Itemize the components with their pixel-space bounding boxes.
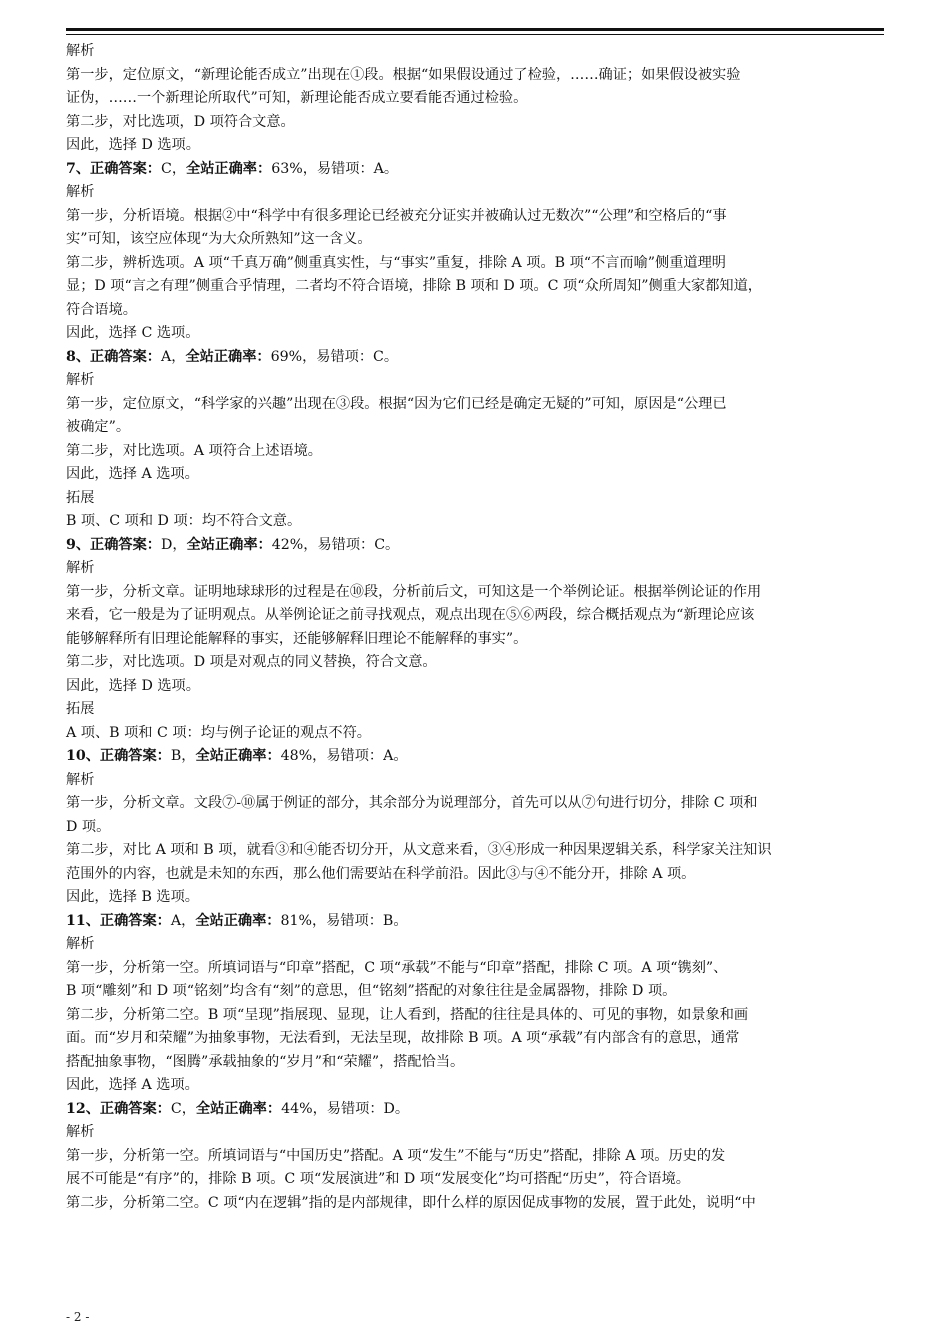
header-rule-thin: [66, 34, 884, 35]
text-line: B 项“雕刻”和 D 项“铭刻”均含有“刻”的意思，但“铭刻”搭配的对象往往是金属器物，排除 D 项。: [66, 983, 677, 999]
text-line: 来看，它一般是为了证明观点。从举例论证之前寻找观点，观点出现在⑤⑥两段，综合概括观点为“新理论应该: [66, 607, 755, 623]
text-line: 显；D 项“言之有理”侧重合乎情理，二者均不符合语境，排除 B 项和 D 项。C 项“众所周知”侧重大家都知道，: [66, 278, 762, 294]
text-line: 第一步，分析第一空。所填词语与“中国历史”搭配。A 项“发生”不能与“历史”搭配，排除 A 项。历史的发: [66, 1147, 726, 1164]
text-line: 解析: [66, 771, 95, 788]
answer-a: D，: [161, 536, 187, 553]
text-line: 第二步，辨析选项。A 项“千真万确”侧重真实性，与“事实”重复，排除 A 项。B 项“不言而喻”侧重道理明: [66, 254, 726, 271]
text-line: 因此，选择 A 选项。: [66, 466, 199, 482]
answer-a: B，: [170, 748, 196, 764]
text-line: 解析: [66, 43, 95, 59]
answer-header: [66, 745, 884, 769]
header-rule-thick: [66, 28, 884, 31]
text-line: 因此，选择 D 选项。: [66, 137, 200, 153]
answer-r-label: 全站正确率：: [195, 1100, 282, 1117]
text-line: 解析: [66, 184, 95, 200]
text-line: B 项、C 项和 D 项：均不符合文意。: [66, 513, 302, 529]
text-line: 第二步，分析第二空。C 项“内在逻辑”指的是内部规律，即什么样的原因促成事物的发展，置于此处，说明“中: [66, 1194, 756, 1211]
answer-header: [66, 1098, 884, 1122]
document-body: [66, 40, 884, 1215]
text-line: 因此，选择 C 选项。: [66, 325, 200, 341]
text-line: 搭配抽象事物，“图腾”承载抽象的“岁月”和“荣耀”，搭配恰当。: [66, 1053, 465, 1070]
answer-r-label: 全站正确率：: [195, 748, 281, 764]
text-line: A 项、B 项和 C 项：均与例子论证的观点不符。: [66, 724, 371, 741]
text-line: 实”可知，该空应体现“为大众所熟知”这一含义。: [66, 231, 372, 247]
text-line: 第二步，对比选项。D 项是对观点的同义替换，符合文意。: [66, 654, 437, 670]
text-line: 第二步，对比选项，D 项符合文意。: [66, 113, 295, 130]
answer-r: 44%，易错项：D。: [281, 1100, 410, 1117]
text-line: 能够解释所有旧理论能解释的事实，还能够解释旧理论不能解释的事实”。: [66, 630, 528, 647]
answer-n: 8、正确答案：: [66, 348, 161, 365]
text-line: 第二步，分析第二空。B 项“呈现”指展现、显现，让人看到，搭配的往往是具体的、可见的事物，如景象和画: [66, 1006, 749, 1023]
answer-r-label: 全站正确率：: [186, 536, 272, 553]
text-line: 第一步，定位原文，“新理论能否成立”出现在①段。根据“如果假设通过了检验，……确证；如果假设被实验: [66, 66, 741, 83]
answer-a: A，: [170, 912, 196, 929]
answer-r-label: 全站正确率：: [186, 160, 272, 177]
text-line: 因此，选择 B 选项。: [66, 889, 199, 905]
text-line: 第一步，分析语境。根据②中“科学中有很多理论已经被充分证实并被确认过无数次”“公理”和空格后的“事: [66, 207, 727, 224]
text-line: 面。而“岁月和荣耀”为抽象事物，无法看到，无法呈现，故排除 B 项。A 项“承载”有内部含有的意思，通常: [66, 1030, 740, 1046]
answer-header: [66, 910, 884, 934]
text-line: 拓展: [66, 489, 95, 506]
text-line: 解析: [66, 372, 95, 388]
text-line: 因此，选择 A 选项。: [66, 1077, 199, 1093]
text-line: 符合语境。: [66, 301, 137, 318]
answer-r: 63%，易错项：A。: [271, 160, 399, 177]
answer-r: 42%，易错项：C。: [271, 536, 400, 553]
page-number: - 2 -: [66, 1310, 90, 1324]
text-line: D 项。: [66, 818, 111, 835]
answer-n: 11、正确答案：: [66, 912, 171, 929]
answer-header: [66, 534, 884, 558]
text-line: 展不可能是“有序”的，排除 B 项。C 项“发展演进”和 D 项“发展变化”均可搭配“历史”，符合语境。: [66, 1171, 690, 1187]
text-line: 被确定”。: [66, 419, 131, 435]
answer-a: C，: [161, 160, 187, 177]
answer-a: C，: [170, 1100, 196, 1117]
answer-r-label: 全站正确率：: [185, 348, 271, 365]
text-line: 范围外的内容，也就是未知的东西，那么他们需要站在科学前沿。因此③与④不能分开，排除 A 项。: [66, 865, 696, 882]
answer-n: 10、正确答案：: [66, 748, 171, 764]
answer-n: 12、正确答案：: [66, 1100, 171, 1117]
text-line: 拓展: [66, 701, 95, 717]
answer-header: [66, 158, 884, 182]
text-line: 解析: [66, 1124, 95, 1140]
answer-header: [66, 346, 884, 370]
text-line: 第二步，对比 A 项和 B 项，就看③和④能否切分开，从文意来看，③④形成一种因果逻辑关系，科学家关注知识: [66, 842, 772, 858]
text-line: 因此，选择 D 选项。: [66, 677, 200, 694]
text-line: 第一步，定位原文，“科学家的兴趣”出现在③段。根据“因为它们已经是确定无疑的”可知，原因是“公理已: [66, 395, 727, 412]
answer-r: 69%，易错项：C。: [270, 348, 399, 365]
answer-r-label: 全站正确率：: [195, 912, 281, 929]
text-line: 第一步，分析文章。文段⑦-⑩属于例证的部分，其余部分为说理部分，首先可以从⑦句进行切分，排除 C 项和: [66, 795, 758, 811]
answer-n: 9、正确答案：: [66, 536, 161, 553]
text-line: 解析: [66, 936, 95, 952]
answer-r: 81%，易错项：B。: [280, 912, 408, 929]
text-line: 解析: [66, 560, 95, 576]
text-line: 第一步，分析第一空。所填词语与“印章”搭配，C 项“承载”不能与“印章”搭配，排除 C 项。A 项“镌刻”、: [66, 959, 728, 976]
text-line: 证伪，……一个新理论所取代”可知，新理论能否成立要看能否通过检验。: [66, 90, 528, 106]
answer-a: A，: [161, 348, 186, 365]
text-line: 第一步，分析文章。证明地球球形的过程是在⑩段，分析前后文，可知这是一个举例论证。根据举例论证的作用: [66, 583, 762, 600]
text-line: 第二步，对比选项。A 项符合上述语境。: [66, 442, 322, 459]
answer-r: 48%，易错项：A。: [280, 748, 408, 764]
answer-n: 7、正确答案：: [66, 160, 161, 177]
